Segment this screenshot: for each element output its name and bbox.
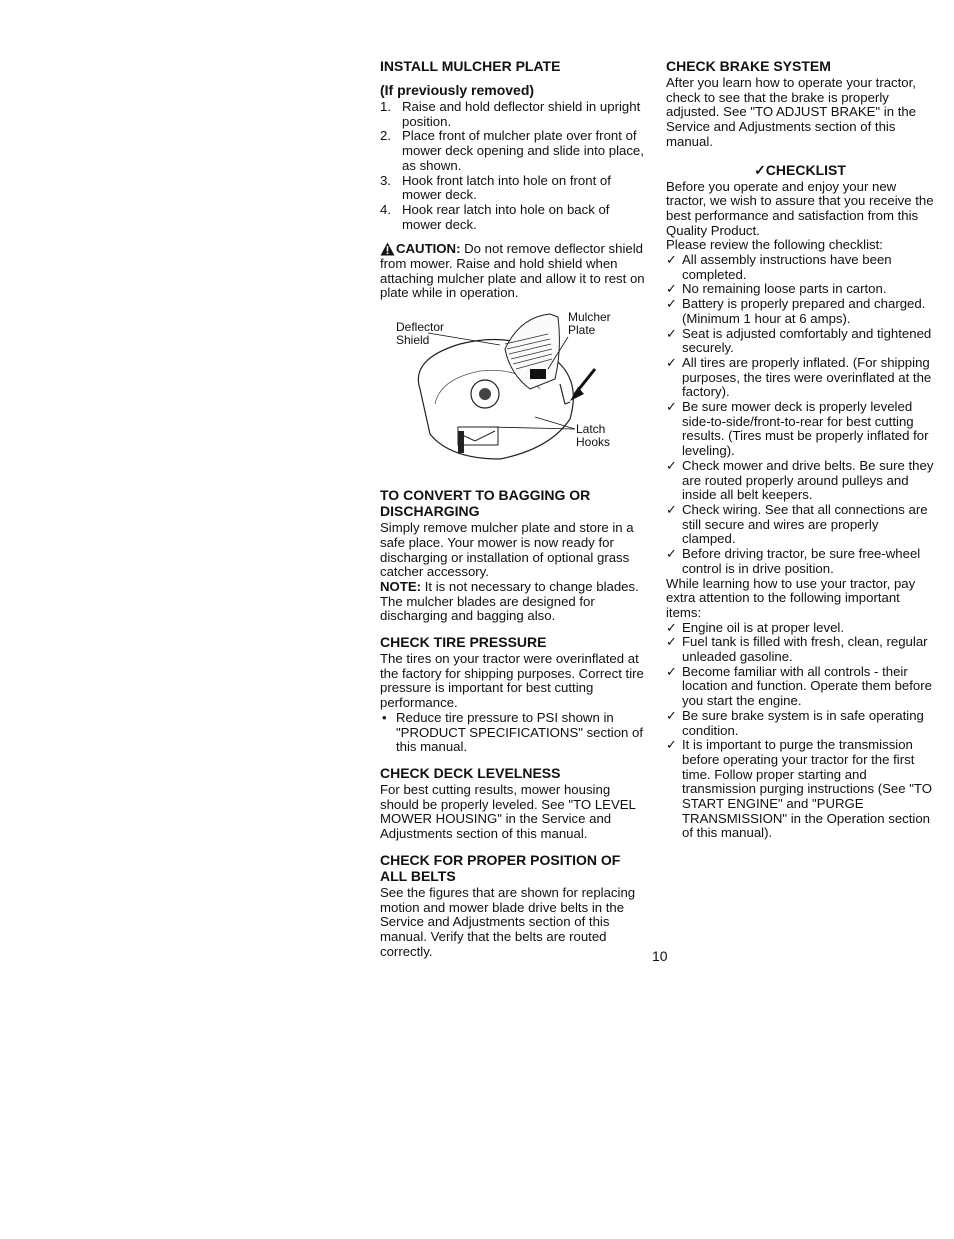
deck-heading: CHECK DECK LEVELNESS xyxy=(380,764,561,781)
checklist-item-text: It is important to purge the transmission before operating your tractor for the first time. Follow proper starting and transmission purging instructions (See "TO START ENGINE" and "PURGE TRANSMISSION" in the Operation section of this manual). xyxy=(682,737,932,841)
checkmark-icon: ✓ xyxy=(666,457,677,473)
list-item xyxy=(666,738,934,841)
checklist-heading: ✓CHECKLIST xyxy=(754,161,846,178)
mulcher-heading: INSTALL MULCHER PLATE xyxy=(380,58,561,74)
caution-text: Do not remove deflector shield from mower. Raise and hold shield when attaching mulcher plate and allow it to rest on plate while in operation. xyxy=(380,241,645,301)
mulcher-subheading: (If previously removed) xyxy=(380,82,535,98)
checklist-item-text: Check wiring. See that all connections are still secure and wires are properly clamped. xyxy=(682,501,928,547)
checkmark-icon: ✓ xyxy=(666,296,677,312)
list-item xyxy=(666,282,934,297)
list-item xyxy=(666,635,934,664)
tire-text: The tires on your tractor were overinflated at the factory for shipping purposes. Correct tire pressure is important for best cutting performance. xyxy=(380,651,644,711)
checklist-item-text: All assembly instructions have been completed. xyxy=(682,252,892,282)
checklist-item-text: Engine oil is at proper level. xyxy=(682,619,845,635)
step-text: Hook rear latch into hole on back of mower deck. xyxy=(402,201,610,232)
checklist-items xyxy=(666,253,934,576)
latch-hooks-label: Latch Hooks xyxy=(576,422,611,450)
list-item xyxy=(380,129,650,173)
checkmark-icon: ✓ xyxy=(666,354,677,370)
step-number: 2. xyxy=(380,128,391,144)
step-text: Hook front latch into hole on front of mower deck. xyxy=(402,172,611,203)
checkmark-icon: ✓ xyxy=(666,281,677,297)
list-item xyxy=(666,503,934,547)
list-item xyxy=(666,621,934,636)
note-text: It is not necessary to change blades. The mulcher blades are designed for discharging and bagging also. xyxy=(380,578,639,624)
mulcher-plate-figure xyxy=(380,309,640,477)
checklist-review: Please review the following checklist: xyxy=(666,237,883,253)
brake-text: After you learn how to operate your tractor, check to see that the brake is properly adjusted. See "TO ADJUST BRAKE" in the Service and Adjustments section of this manual. xyxy=(666,75,917,149)
step-number: 3. xyxy=(380,172,391,188)
list-item xyxy=(380,174,650,203)
list-item xyxy=(666,709,934,738)
mulcher-plate-label: Mulcher Plate xyxy=(568,310,611,338)
checkmark-icon: ✓ xyxy=(666,399,677,415)
deflector-shield-label: Deflector Shield xyxy=(396,320,445,348)
checkmark-icon: ✓ xyxy=(666,546,677,562)
list-item xyxy=(380,203,650,232)
convert-text: Simply remove mulcher plate and store in a safe place. Your mower is now ready for discharging or installation of optional grass catcher accessory. xyxy=(380,520,634,580)
checklist-item-text: Before driving tractor, be sure free-wheel control is in drive position. xyxy=(682,546,921,576)
convert-heading: TO CONVERT TO BAGGING OR DISCHARGING xyxy=(380,487,591,520)
list-item xyxy=(666,297,934,326)
list-item xyxy=(666,400,934,459)
list-item xyxy=(666,356,934,400)
list-item xyxy=(666,665,934,709)
list-item xyxy=(666,253,934,282)
warning-triangle-icon xyxy=(380,242,395,256)
checklist-learning: While learning how to use your tractor, pay extra attention to the following important items: xyxy=(666,575,916,620)
checkmark-icon: ✓ xyxy=(666,707,677,723)
checkmark-icon: ✓ xyxy=(666,663,677,679)
checklist-intro: Before you operate and enjoy your new tractor, we wish to assure that you receive the best performance and satisfaction from this Quality Product. xyxy=(666,178,934,238)
checklist-item-text: Become familiar with all controls - their location and function. Operate them before you start the engine. xyxy=(682,663,932,709)
step-number: 1. xyxy=(380,99,391,114)
checklist-item-text: All tires are properly inflated. (For shipping purposes, the tires were overinflated at the factory). xyxy=(682,354,932,400)
belts-text: See the figures that are shown for replacing motion and mower blade drive belts in the Service and Adjustments section of this manual. Verify that the belts are routed correctly. xyxy=(380,884,636,959)
list-item xyxy=(666,547,934,576)
checklist-item-text: Be sure brake system is in safe operating condition. xyxy=(682,707,924,738)
checklist-items-important xyxy=(666,621,934,842)
step-number: 4. xyxy=(380,201,391,217)
checklist-item-text: Seat is adjusted comfortably and tightened securely. xyxy=(682,325,932,356)
belts-heading: CHECK FOR PROPER POSITION OF ALL BELTS xyxy=(380,851,621,884)
checkmark-icon: ✓ xyxy=(666,737,677,753)
checklist-item-text: Check mower and drive belts. Be sure they are routed properly around pulleys and inside all belt keepers. xyxy=(682,457,934,503)
deck-text: For best cutting results, mower housing should be properly leveled. See "TO LEVEL MOWER HOUSING" in the Service and Adjustments section of this manual. xyxy=(380,781,636,842)
bullet-icon: • xyxy=(382,709,387,725)
left-column xyxy=(380,58,650,959)
checkmark-icon: ✓ xyxy=(666,634,677,650)
caution-paragraph xyxy=(380,242,650,301)
brake-heading: CHECK BRAKE SYSTEM xyxy=(666,58,831,74)
checklist-item-text: Fuel tank is filled with fresh, clean, regular unleaded gasoline. xyxy=(682,634,928,665)
checkmark-icon: ✓ xyxy=(666,501,677,517)
page-number: 10 xyxy=(652,948,668,964)
list-item xyxy=(380,100,650,129)
caution-label: CAUTION: xyxy=(396,241,461,257)
step-text: Raise and hold deflector shield in upright position. xyxy=(402,99,641,129)
convert-note xyxy=(380,580,650,624)
list-item xyxy=(666,327,934,356)
checkmark-icon: ✓ xyxy=(666,325,677,341)
checklist-item-text: Battery is properly prepared and charged. (Minimum 1 hour at 6 amps). xyxy=(682,296,926,326)
tire-heading: CHECK TIRE PRESSURE xyxy=(380,634,547,651)
checkmark-icon: ✓ xyxy=(666,619,677,635)
note-label: NOTE: xyxy=(380,578,422,594)
step-text: Place front of mulcher plate over front of mower deck opening and slide into place, as shown. xyxy=(402,128,644,173)
tire-bullet xyxy=(380,711,650,755)
tire-bullet-text: Reduce tire pressure to PSI shown in "PRODUCT SPECIFICATIONS" section of this manual. xyxy=(396,709,644,755)
checklist-item-text: Be sure mower deck is properly leveled side-to-side/front-to-rear for best cutting results. (Tires must be properly inflated for leveling). xyxy=(682,399,929,459)
right-column xyxy=(666,58,934,841)
list-item xyxy=(666,459,934,503)
checkmark-icon: ✓ xyxy=(666,252,677,268)
mulcher-steps xyxy=(380,100,650,232)
checklist-item-text: No remaining loose parts in carton. xyxy=(682,281,887,297)
